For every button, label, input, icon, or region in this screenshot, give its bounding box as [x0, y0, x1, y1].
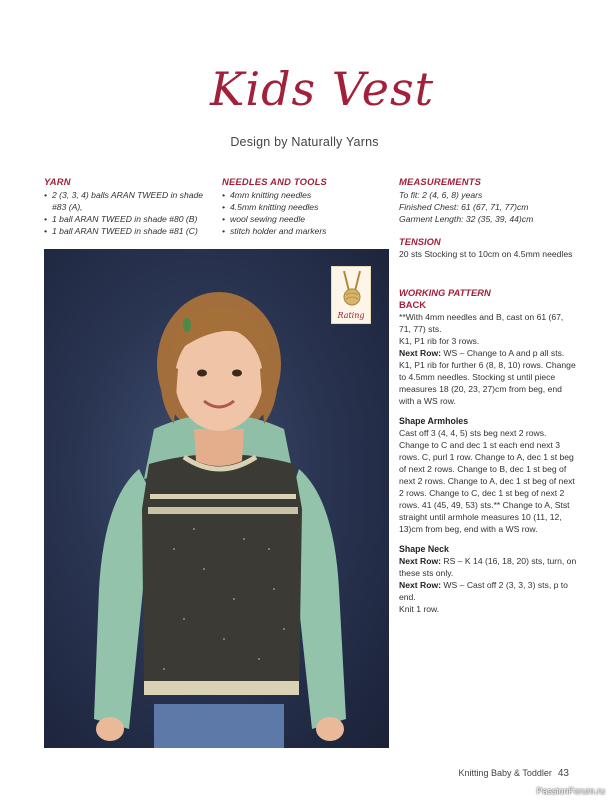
knitting-needles-icon: [332, 267, 372, 311]
measurements-section: [399, 176, 574, 225]
rating-label: Rating: [337, 311, 365, 320]
measurement-line: To fit: 2 (4, 6, 8) years: [399, 190, 483, 200]
neck-row-1-label: Next Row:: [399, 556, 442, 566]
rating-badge: [331, 266, 371, 324]
measurement-line: Garment Length: 32 (35, 39, 44)cm: [399, 214, 534, 224]
neck-heading: Shape Neck: [399, 544, 449, 554]
tension-heading: TENSION: [399, 236, 441, 247]
pattern-next-row: [399, 347, 577, 359]
neck-row-2: [399, 579, 577, 603]
neck-end: Knit 1 row.: [399, 604, 440, 614]
pattern-intro: **With 4mm needles and B, cast on 61 (67, 71, 77) sts.: [399, 312, 564, 334]
yarn-list: [44, 189, 212, 237]
list-item: • wool sewing needle: [222, 213, 387, 225]
next-row-text: WS – Change to A and p all sts.: [443, 348, 565, 358]
list-item: • 4.5mm knitting needles: [222, 201, 387, 213]
yarn-section: [44, 176, 212, 237]
list-item: • 1 ball ARAN TWEED in shade #80 (B): [44, 213, 212, 225]
neck-row-1-text: RS – K 14 (16, 18, 20) sts, turn, on these sts only.: [399, 556, 577, 578]
list-item: • 2 (3, 3, 4) balls ARAN TWEED in shade #83 (A),: [44, 189, 212, 213]
working-pattern-section: [399, 287, 577, 615]
pattern-heading: WORKING PATTERN: [399, 287, 491, 298]
list-item: • 1 ball ARAN TWEED in shade #81 (C): [44, 225, 212, 237]
neck-row-2-label: Next Row:: [399, 580, 442, 590]
watermark: PassionForum.ru: [536, 786, 605, 796]
tools-section: [222, 176, 387, 237]
yarn-heading: YARN: [44, 176, 71, 187]
back-heading: BACK: [399, 299, 427, 310]
neck-row-1: [399, 555, 577, 579]
page-title: Kids Vest: [210, 62, 435, 116]
page-footer: [458, 768, 569, 779]
measurement-line: Finished Chest: 61 (67, 71, 77)cm: [399, 202, 529, 212]
measurements-heading: MEASUREMENTS: [399, 176, 482, 187]
list-item: • stitch holder and markers: [222, 225, 387, 237]
designer-byline: Design by Naturally Yarns: [230, 135, 379, 149]
tools-list: [222, 189, 387, 237]
pattern-rib: K1, P1 rib for 3 rows.: [399, 336, 480, 346]
tension-section: [399, 236, 577, 260]
pattern-back-rest: K1, P1 rib for further 6 (8, 8, 10) rows. Change to 4.5mm needles. Stocking st until piece measures 18 (20, 23, 27)cm from beg, end with a WS row.: [399, 360, 576, 406]
armholes-text: Cast off 3 (4, 4, 5) sts beg next 2 rows. Change to C and dec 1 st each end next 3 rows. C, purl 1 row. Change to A, dec 1 st beg of next 2 rows. Change to B, dec 1 st beg of next 2 rows. Change to A, dec 1 st beg of next 2 rows. Change to C, dec 1 st beg of next 2 rows. 41 (45, 49, 53) sts.** Change to A, Stst straight until armhole measures 10 (11, 12, 13)cm from beg, end with a WS row.: [399, 428, 575, 534]
tension-text: 20 sts Stocking st to 10cm on 4.5mm needles: [399, 249, 573, 259]
tools-heading: NEEDLES AND TOOLS: [222, 176, 327, 187]
publication-name: Knitting Baby & Toddler: [458, 768, 552, 778]
armholes-heading: Shape Armholes: [399, 416, 469, 426]
page-number: 43: [557, 768, 569, 779]
neck-row-2-text: WS – Cast off 2 (3, 3, 3) sts, p to end.: [399, 580, 568, 602]
list-item: • 4mm knitting needles: [222, 189, 387, 201]
next-row-label: Next Row:: [399, 348, 442, 358]
